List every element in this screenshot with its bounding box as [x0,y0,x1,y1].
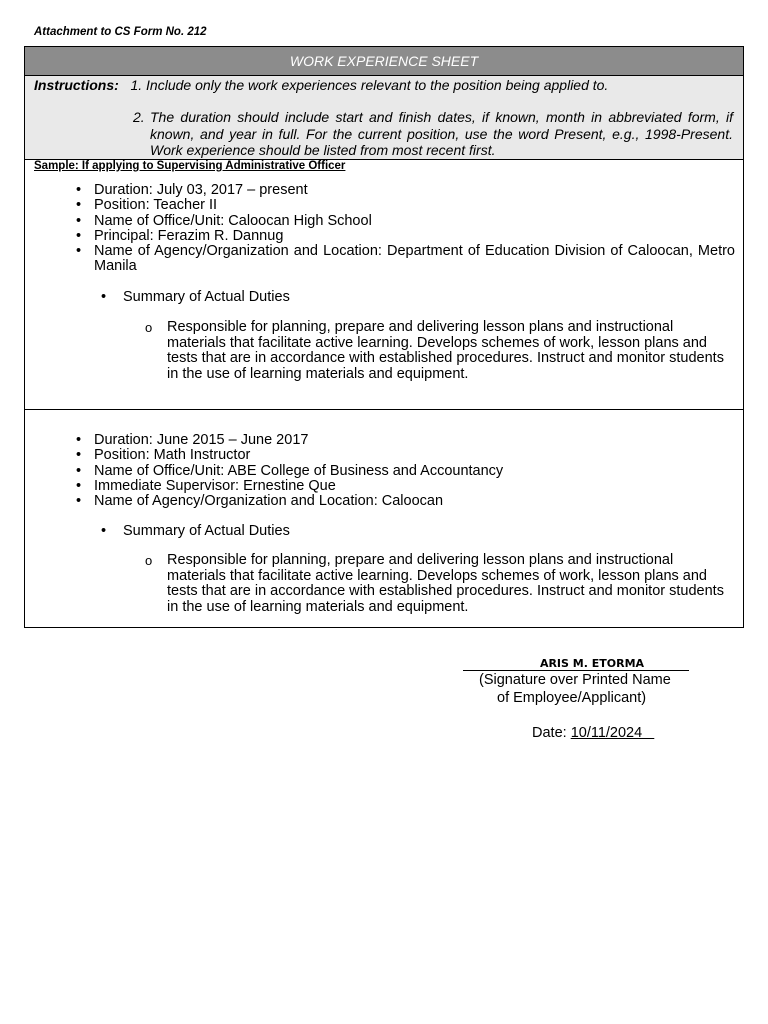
signature-line [463,670,689,671]
signature-caption-line2: of Employee/Applicant) [497,690,647,706]
instructions-label: Instructions: [34,77,119,93]
date-value: 10/11/2024 [570,725,655,741]
list-item: • Position: Teacher II [25,198,735,213]
instruction-1-number: 1. [130,77,143,93]
date-field [532,725,654,741]
list-item: • Duration: July 03, 2017 – present [25,183,735,198]
experience-entry-2 [25,410,743,627]
list-item: • Duration: June 2015 – June 2017 [25,433,735,448]
list-item: • Immediate Supervisor: Ernestine Que [25,479,735,494]
summary-duties-label: • Summary of Actual Duties [123,523,290,539]
instructions-box [25,76,743,160]
experience-1-details [25,183,735,275]
list-item: • Name of Agency/Organization and Location: Department of Education Division of Caloocan, Metro Manila [25,244,735,275]
duty-text: Responsible for planning, prepare and delivering lesson plans and instructional materials that facilitate active learning. Develops schemes of work, lesson plans and tests that are in accordance with established procedures. Instruct and monitor students in the use of learning materials and equipment. [167,552,724,615]
instruction-2-number: 2. [133,109,145,125]
instruction-2-text: The duration should include start and finish dates, if known, month in abbreviated form, if known, and year in full. For the current position, use the word Present, e.g., 1998-Present. Work experience should be listed from most recent first. [150,109,733,158]
duty-marker: o [145,320,153,335]
attachment-label: Attachment to CS Form No. 212 [34,26,207,38]
duty-description [145,319,729,382]
summary-duties-label: • Summary of Actual Duties [123,289,290,305]
signature-caption-line1: (Signature over Printed Name [479,672,671,688]
instruction-1-text: Include only the work experiences relevant to the position being applied to. [146,77,609,93]
duty-text: Responsible for planning, prepare and delivering lesson plans and instructional materials that facilitate active learning. Develops schemes of work, lesson plans and tests that are in accordance with established procedures. Instruct and monitor students in the use of learning materials and equipment. [167,319,724,382]
date-label: Date: [532,725,571,741]
instruction-2 [133,109,733,159]
experience-entry-1 [25,160,743,410]
duty-description [145,552,729,615]
work-experience-sheet [24,46,744,628]
list-item: • Principal: Ferazim R. Dannug [25,229,735,244]
sheet-title: WORK EXPERIENCE SHEET [25,47,743,76]
list-item: • Name of Office/Unit: Caloocan High School [25,214,735,229]
list-item: • Position: Math Instructor [25,448,735,463]
instruction-1 [34,77,608,93]
duty-marker: o [145,553,153,568]
list-item: • Name of Agency/Organization and Location: Caloocan [25,494,735,509]
sample-label: Sample: If applying to Supervising Administrative Officer [34,160,346,172]
experience-2-details [25,433,735,509]
list-item: • Name of Office/Unit: ABE College of Business and Accountancy [25,464,735,479]
signatory-name: ARIS M. ETORMA [539,657,645,670]
